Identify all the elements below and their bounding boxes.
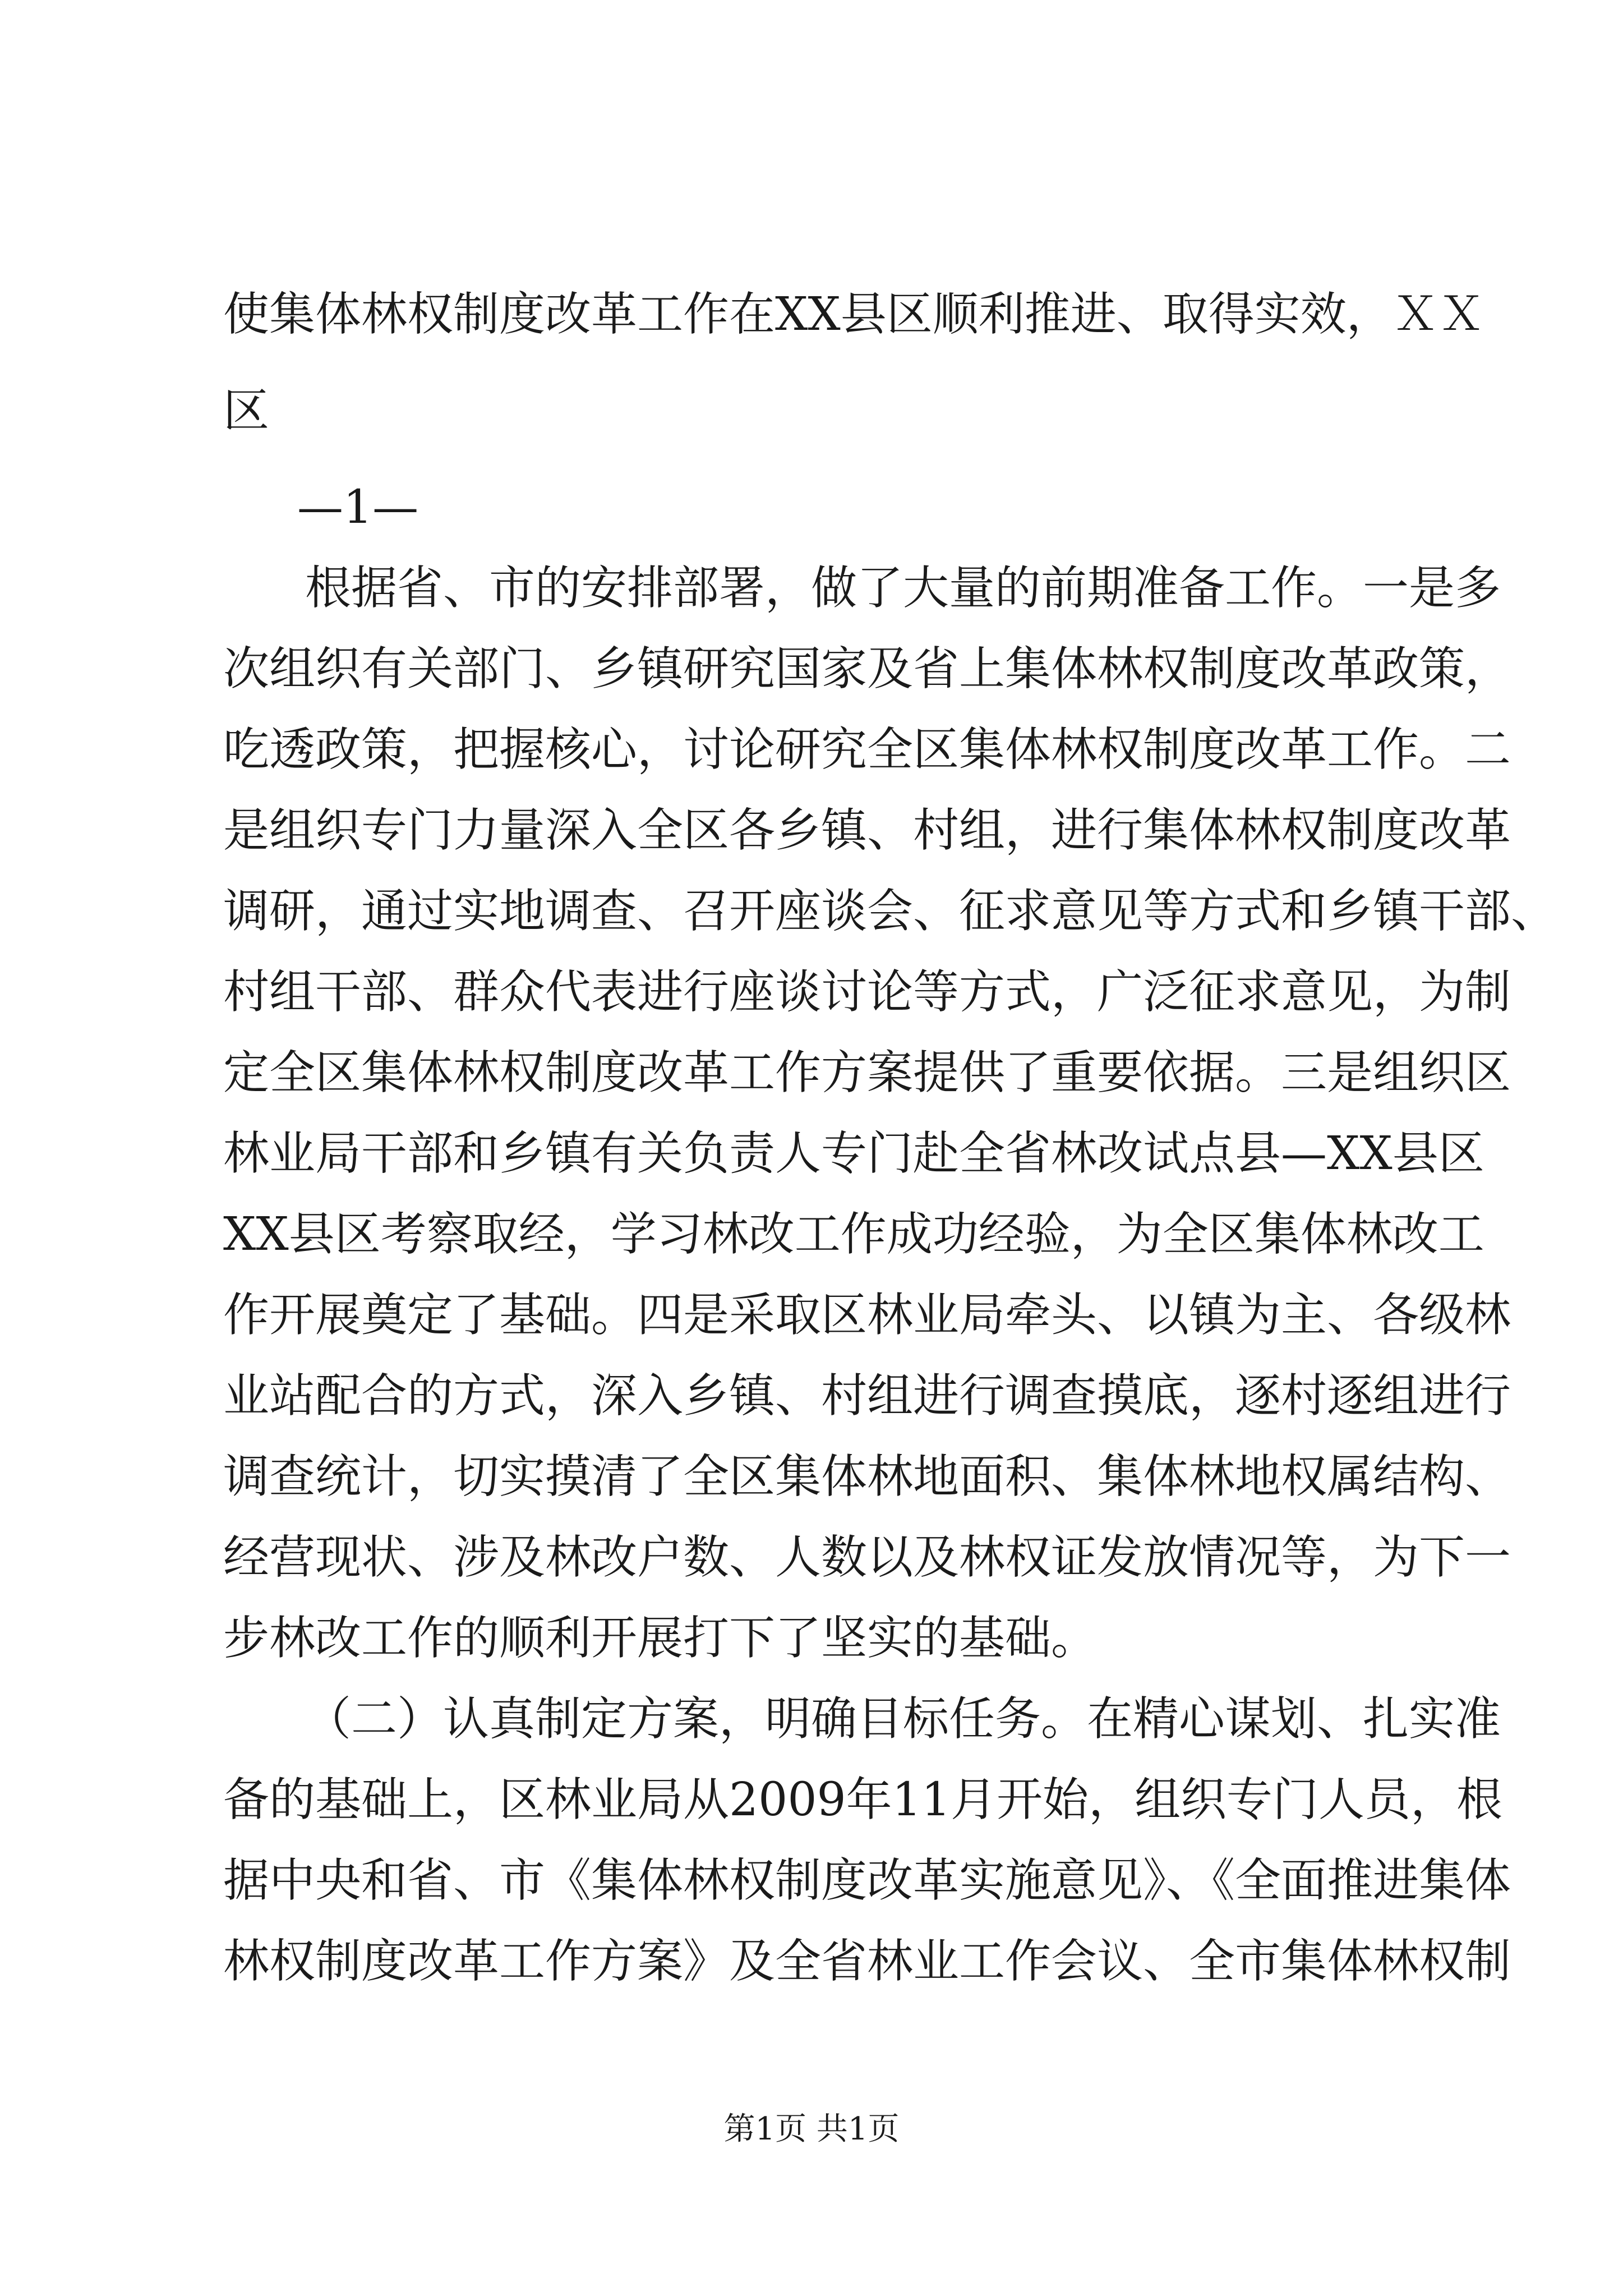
page-footer: 第1页 共1页	[723, 2111, 900, 2147]
text-line-18: （二）认真制定方案，明确目标任务。在精心谋划、扎实准	[305, 1692, 1501, 1746]
text-line-11: 林业局干部和乡镇有关负责人专门赴全省林改试点县—XX县区	[223, 1127, 1484, 1180]
text-line-13: 作开展奠定了基础。四是采取区林业局牵头、以镇为主、各级林	[223, 1289, 1511, 1342]
text-line-2: 区	[223, 384, 270, 438]
text-line-12: XX县区考察取经，学习林改工作成功经验，为全区集体林改工	[223, 1208, 1484, 1261]
text-line-6: 吃透政策，把握核心，讨论研究全区集体林权制度改革工作。二	[223, 723, 1511, 776]
text-line-21: 林权制度改革工作方案》及全省林业工作会议、全市集体林权制	[223, 1935, 1511, 1988]
text-line-1: 使集体林权制度改革工作在XX县区顺利推进、取得实效，ＸＸ	[223, 288, 1484, 341]
text-line-9: 村组干部、群众代表进行座谈讨论等方式，广泛征求意见，为制	[223, 965, 1511, 1019]
text-line-17: 步林改工作的顺利开展打下了坚实的基础。	[223, 1612, 1098, 1665]
text-line-20: 据中央和省、市《集体林权制度改革实施意见》、《全面推进集体	[223, 1854, 1511, 1907]
text-line-5: 次组织有关部门、乡镇研究国家及省上集体林权制度改革政策，	[223, 642, 1511, 696]
text-line-14: 业站配合的方式，深入乡镇、村组进行调查摸底，逐村逐组进行	[223, 1369, 1511, 1423]
text-line-10: 定全区集体林权制度改革工作方案提供了重要依据。三是组织区	[223, 1046, 1511, 1099]
text-line-7: 是组织专门力量深入全区各乡镇、村组，进行集体林权制度改革	[223, 804, 1511, 857]
text-line-19: 备的基础上，区林业局从2009年11月开始，组织专门人员，根	[223, 1773, 1503, 1826]
text-line-16: 经营现状、涉及林改户数、人数以及林权证发放情况等，为下一	[223, 1531, 1511, 1584]
page-marker: —1—	[297, 481, 419, 534]
text-line-8: 调研，通过实地调查、召开座谈会、征求意见等方式和乡镇干部、	[223, 885, 1557, 938]
text-line-15: 调查统计，切实摸清了全区集体林地面积、集体林地权属结构、	[223, 1450, 1511, 1503]
text-line-4: 根据省、市的安排部署，做了大量的前期准备工作。一是多	[305, 562, 1501, 615]
